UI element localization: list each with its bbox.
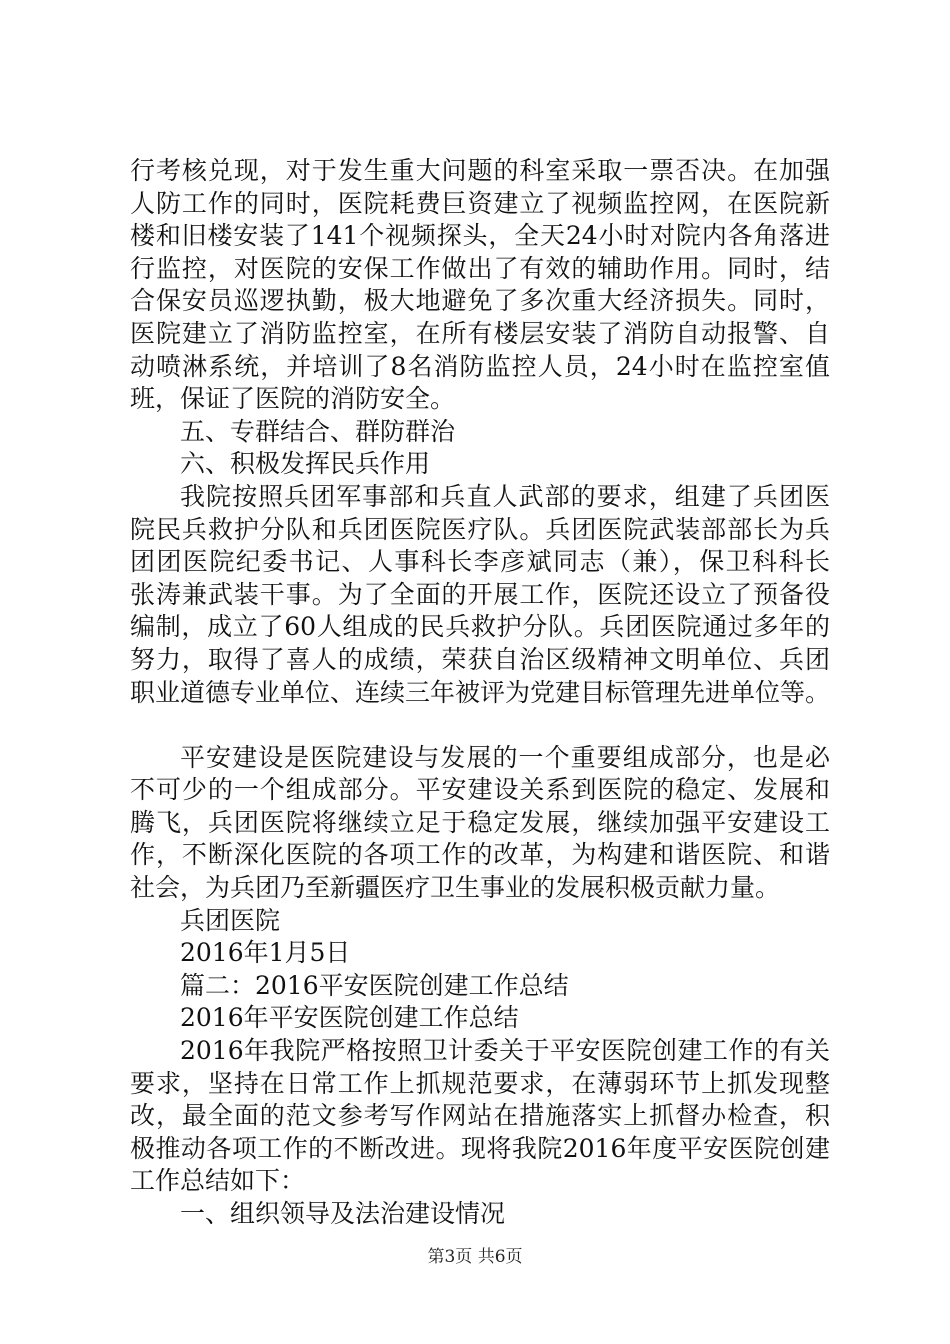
text-line: 我院按照兵团军事部和兵直人武部的要求，组建了兵团医 [180, 481, 830, 511]
page-number: 第3页 共6页 [427, 1247, 523, 1267]
page-footer [0, 1246, 950, 1268]
text-line: 社会，为兵团乃至新疆医疗卫生事业的发展积极贡献力量。 [130, 873, 781, 903]
text-line: 职业道德专业单位、连续三年被评为党建目标管理先进单位等。 [130, 677, 831, 707]
text-line: 动喷淋系统，并培训了8名消防监控人员，24小时在监控室值 [130, 351, 830, 381]
chapter-title: 篇二：2016平安医院创建工作总结 [180, 970, 569, 1000]
text-line: 医院建立了消防监控室，在所有楼层安装了消防自动报警、自 [130, 318, 830, 348]
text-line: 2016年我院严格按照卫计委关于平安医院创建工作的有关 [180, 1036, 830, 1066]
text-line: 不可少的一个组成部分。平安建设关系到医院的稳定、发展和 [130, 775, 830, 805]
section-heading: 五、专群结合、群防群治 [180, 416, 456, 446]
text-line: 努力，取得了喜人的成绩，荣获自治区级精神文明单位、兵团 [130, 644, 830, 674]
signature-org: 兵团医院 [180, 905, 281, 935]
text-line: 工作总结如下： [130, 1166, 306, 1196]
signature-date: 2016年1月5日 [180, 938, 351, 968]
text-line: 改，最全面的范文参考写作网站在措施落实上抓督办检查，积 [130, 1101, 830, 1131]
blank-line [130, 709, 830, 742]
text-line: 楼和旧楼安装了141个视频探头，全天24小时对院内各角落进 [130, 221, 830, 251]
text-line: 腾飞，兵团医院将继续立足于稳定发展，继续加强平安建设工 [130, 807, 830, 837]
text-line: 院民兵救护分队和兵团医院医疗队。兵团医院武装部部长为兵 [130, 514, 830, 544]
text-line: 极推动各项工作的不断改进。现将我院2016年度平安医院创建 [130, 1133, 830, 1163]
text-line: 张涛兼武装干事。为了全面的开展工作，医院还设立了预备役 [130, 579, 830, 609]
text-line: 人防工作的同时，医院耗费巨资建立了视频监控网，在医院新 [130, 188, 830, 218]
section-heading: 一、组织领导及法治建设情况 [180, 1199, 506, 1228]
text-line: 团团医院纪委书记、人事科长李彦斌同志（兼），保卫科科长 [130, 547, 830, 577]
text-line: 作，不断深化医院的各项工作的改革，为构建和谐医院、和谐 [130, 840, 830, 870]
text-line: 合保安员巡逻执勤，极大地避免了多次重大经济损失。同时， [130, 286, 830, 316]
text-line: 行考核兑现，对于发生重大问题的科室采取一票否决。在加强 [130, 156, 830, 185]
document-body [130, 155, 830, 1231]
text-line: 编制，成立了60人组成的民兵救护分队。兵团医院通过多年的 [130, 612, 830, 642]
text-line: 班，保证了医院的消防安全。 [130, 384, 456, 414]
document-title: 2016年平安医院创建工作总结 [180, 1003, 519, 1033]
text-line: 行监控，对医院的安保工作做出了有效的辅助作用。同时，结 [130, 253, 830, 283]
section-heading: 六、积极发挥民兵作用 [180, 449, 431, 479]
text-line: 平安建设是医院建设与发展的一个重要组成部分，也是必 [180, 742, 830, 772]
text-line: 要求，坚持在日常工作上抓规范要求，在薄弱环节上抓发现整 [130, 1068, 830, 1098]
